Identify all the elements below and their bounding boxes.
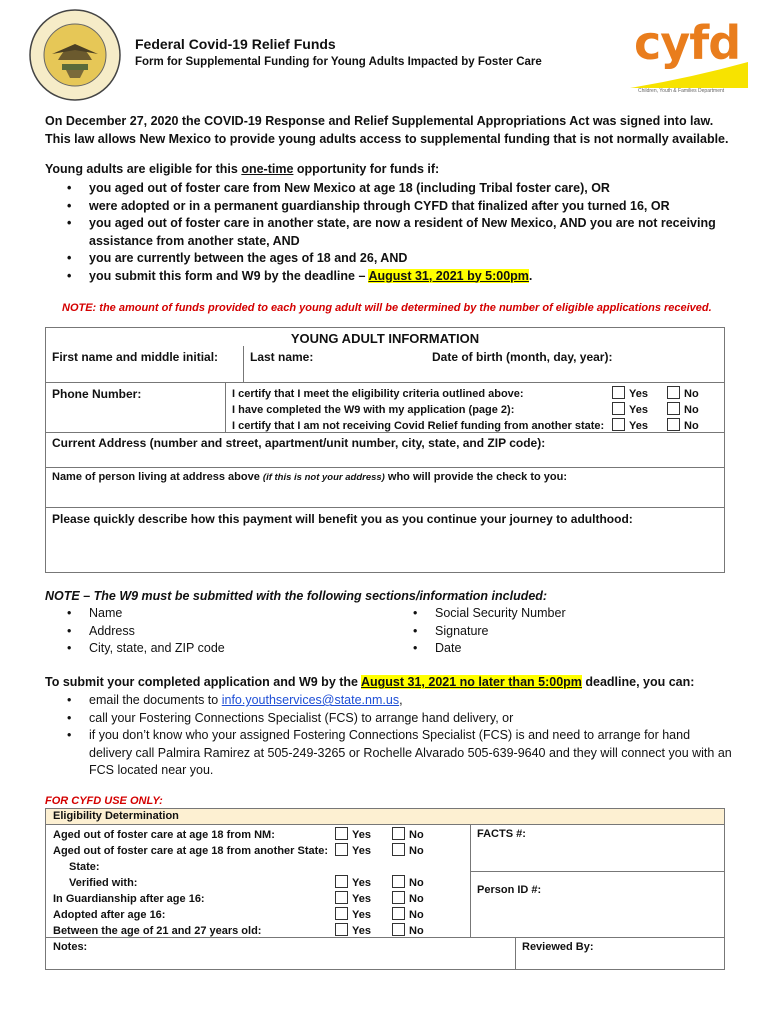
eligibility-lead: Young adults are eligible for this one-time opportunity for funds if: — [45, 162, 440, 176]
reviewed-by-label: Reviewed By: — [522, 941, 594, 953]
cert-no-checkbox[interactable] — [667, 386, 680, 399]
intro-paragraph: On December 27, 2020 the COVID-19 Response and Relief Supplemental Appropriations Act was signed into law. This law allows New Mexico to provide young adults access to supplemental funding that is not normally available. — [45, 114, 729, 146]
list-item: • City, state, and ZIP code — [45, 640, 345, 658]
list-item: • Date — [391, 640, 691, 658]
amount-note: NOTE: the amount of funds provided to each young adult will be determined by the number of eligible applications received. — [62, 302, 712, 314]
deadline-highlight: August 31, 2021 by 5:00pm — [368, 268, 529, 283]
office-yes-checkbox[interactable] — [335, 875, 348, 888]
office-yes-checkbox[interactable] — [335, 843, 348, 856]
office-no-checkbox[interactable] — [392, 923, 405, 936]
office-yes-checkbox[interactable] — [335, 891, 348, 904]
cyfd-logo: cyfd Children, Youth & Families Department — [630, 18, 750, 98]
list-item: • you are currently between the ages of 18 and 26, AND — [45, 250, 735, 268]
check-person-label: Name of person living at address above (if this is not your address) who will provide the check to you: — [52, 471, 567, 483]
notes-label: Notes: — [53, 941, 88, 953]
office-no-checkbox[interactable] — [392, 827, 405, 840]
cert-yes-column: Yes Yes Yes — [612, 386, 648, 434]
address-label: Current Address (number and street, apartment/unit number, city, state, and ZIP code): — [52, 436, 546, 450]
young-adult-heading: YOUNG ADULT INFORMATION — [290, 331, 480, 346]
office-no-checkbox[interactable] — [392, 843, 405, 856]
deadline-highlight: August 31, 2021 no later than 5:00pm — [361, 675, 582, 689]
email-link[interactable]: info.youthservices@state.nm.us — [221, 693, 400, 707]
list-item: • you aged out of foster care from New Mexico at age 18 (including Tribal foster care), OR — [45, 180, 735, 198]
office-yes-column: Yes Yes Yes Yes Yes Yes — [335, 827, 371, 939]
phone-label: Phone Number: — [52, 387, 142, 401]
w9-note-heading: NOTE – The W9 must be submitted with the following sections/information included: — [45, 589, 548, 603]
list-item: • Name — [45, 605, 345, 623]
last-name-label: Last name: — [250, 350, 314, 364]
cert-no-checkbox[interactable] — [667, 418, 680, 431]
cert-eligibility: I certify that I meet the eligibility criteria outlined above: — [232, 388, 524, 400]
cert-no-other-state: I certify that I am not receiving Covid Relief funding from another state: — [232, 420, 605, 432]
cert-yes-checkbox[interactable] — [612, 418, 625, 431]
eligibility-determination-label: Eligibility Determination — [53, 810, 179, 822]
form-subtitle: Form for Supplemental Funding for Young Adults Impacted by Foster Care — [135, 56, 542, 68]
submit-list — [45, 692, 735, 780]
office-no-checkbox[interactable] — [392, 875, 405, 888]
office-yes-checkbox[interactable] — [335, 923, 348, 936]
list-item: • were adopted or in a permanent guardianship through CYFD that finalized after you turned 16, OR — [45, 198, 735, 216]
state-seal — [28, 8, 122, 102]
list-item: • you aged out of foster care in another state, are now a resident of New Mexico, AND you are not receiving assistance from another state, AND — [45, 215, 735, 250]
eligibility-list — [45, 180, 735, 285]
first-name-label: First name and middle initial: — [52, 350, 219, 364]
w9-right-list — [391, 605, 691, 658]
office-rows: Aged out of foster care at age 18 from NM: Aged out of foster care at age 18 from another State: State: Verified with: In Guardianship after age 16: Adopted after age 16: Between the age of 21 and 27 years old: — [53, 829, 329, 937]
cert-list — [232, 386, 604, 434]
list-item: • call your Fostering Connections Specialist (FCS) to arrange hand delivery, or — [45, 710, 735, 728]
list-item: • if you don’t know who your assigned Fostering Connections Specialist (FCS) is and need to arrange for hand delivery call Palmira Ramirez at 505-249-3265 or Rochelle Alvarado 505-639-9640 and they will connect you with an FCS located near you. — [45, 727, 735, 780]
submit-lead: To submit your completed application and W9 by the August 31, 2021 no later than 5:00pm deadline, you can: — [45, 675, 695, 689]
dob-label: Date of birth (month, day, year): — [432, 350, 613, 364]
list-item: • email the documents to info.youthservices@state.nm.us, — [45, 692, 735, 710]
office-yes-checkbox[interactable] — [335, 827, 348, 840]
office-no-column: No No No No No No — [392, 827, 424, 939]
cert-w9: I have completed the W9 with my application (page 2): — [232, 404, 515, 416]
list-item: • Signature — [391, 623, 691, 641]
cert-yes-checkbox[interactable] — [612, 402, 625, 415]
cert-no-column: No No No — [667, 386, 699, 434]
benefit-label: Please quickly describe how this payment will benefit you as you continue your journey to adulthood: — [52, 512, 633, 526]
office-use-heading: FOR CYFD USE ONLY: — [45, 795, 163, 807]
w9-left-list — [45, 605, 345, 658]
list-item: • Address — [45, 623, 345, 641]
cert-yes-checkbox[interactable] — [612, 386, 625, 399]
office-yes-checkbox[interactable] — [335, 907, 348, 920]
office-no-checkbox[interactable] — [392, 891, 405, 904]
list-item: • Social Security Number — [391, 605, 691, 623]
cert-no-checkbox[interactable] — [667, 402, 680, 415]
form-title: Federal Covid-19 Relief Funds — [135, 36, 336, 52]
list-item: • you submit this form and W9 by the deadline – August 31, 2021 by 5:00pm. — [45, 268, 735, 286]
facts-label: FACTS #: — [477, 828, 526, 840]
office-no-checkbox[interactable] — [392, 907, 405, 920]
person-id-label: Person ID #: — [477, 884, 542, 896]
